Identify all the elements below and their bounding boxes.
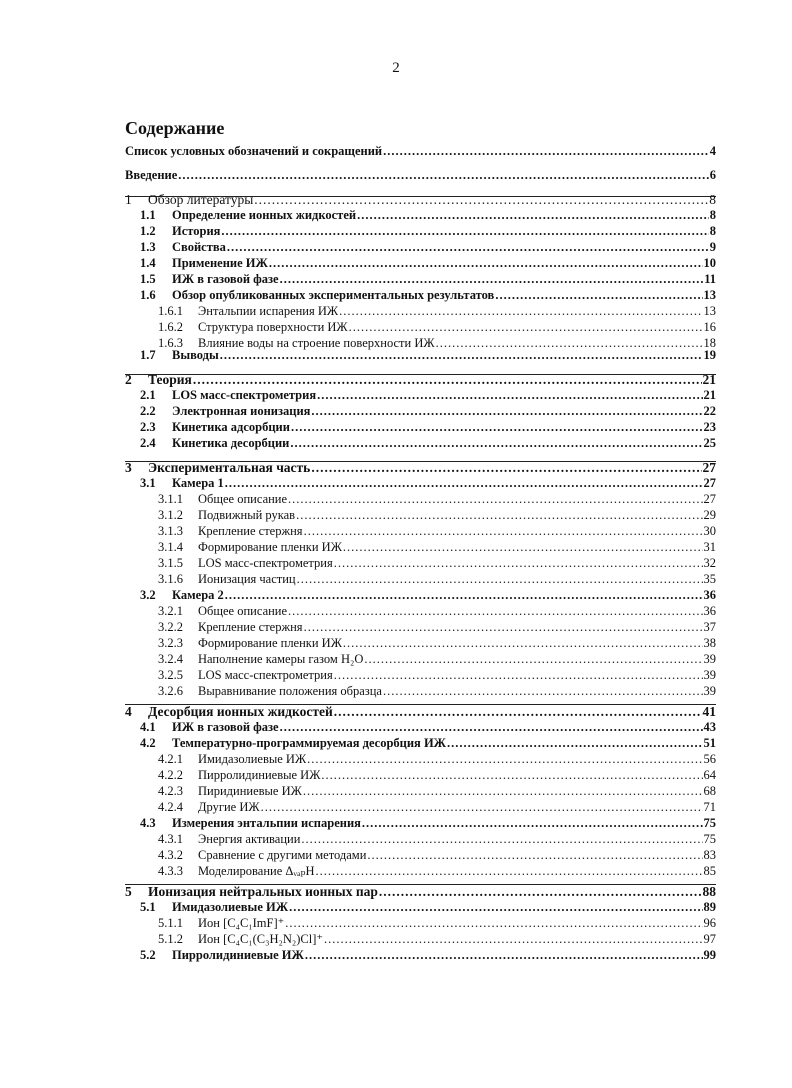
toc-entry-title: Теория — [148, 372, 192, 387]
toc-entry[interactable] — [140, 208, 716, 223]
toc-entry-title: LOS масс-спектрометрия — [198, 556, 333, 570]
dot-leader — [343, 540, 703, 555]
toc-entry-title: Структура поверхности ИЖ — [198, 320, 348, 334]
toc-entry-title: Свойства — [172, 240, 226, 254]
toc-entry-page: 8 — [709, 208, 716, 222]
toc-entry-title: Ионизация частиц — [198, 572, 296, 586]
toc-entry-page: 4 — [709, 144, 716, 158]
toc-entry[interactable] — [140, 476, 716, 491]
toc-entry-title: Энтальпии испарения ИЖ — [198, 304, 339, 318]
dot-leader — [290, 436, 702, 451]
toc-entry-page: 6 — [709, 168, 716, 182]
toc-entry-number: 3.2.4 — [158, 652, 183, 666]
toc-entry[interactable] — [140, 272, 716, 287]
dot-leader — [254, 192, 708, 207]
toc-entry-number: 2.4 — [140, 436, 156, 450]
toc-entry-page: 35 — [703, 572, 716, 586]
toc-entry[interactable] — [140, 256, 716, 271]
toc-entry-number: 5 — [125, 884, 132, 899]
toc-entry-page: 18 — [703, 336, 716, 350]
toc-entry[interactable] — [158, 800, 716, 815]
toc-entry[interactable] — [158, 572, 716, 587]
toc-entry-title: Энергия активации — [198, 832, 301, 846]
toc-entry-title: Общее описание — [198, 604, 288, 618]
dot-leader — [304, 620, 703, 635]
toc-entry-title: Сравнение с другими методами — [198, 848, 367, 862]
toc-entry-number: 3 — [125, 460, 132, 475]
toc-entry-number: 3.2.2 — [158, 620, 183, 634]
dot-leader — [311, 404, 702, 419]
toc-entry-title: Введение — [125, 168, 178, 182]
dot-leader — [193, 372, 702, 387]
toc-entry[interactable] — [158, 864, 716, 879]
toc-entry-number: 4.2 — [140, 736, 156, 750]
toc-entry[interactable] — [158, 668, 716, 683]
toc-entry-page: 39 — [703, 668, 716, 682]
toc-entry-number: 4 — [125, 704, 132, 719]
page-number: 2 — [392, 60, 400, 76]
toc-entry[interactable] — [140, 436, 716, 451]
toc-entry-number: 3.2.3 — [158, 636, 183, 650]
toc-entry-number: 3.1.6 — [158, 572, 183, 586]
dot-leader — [303, 784, 703, 799]
toc-entry-number: 1 — [125, 192, 132, 207]
toc-entry-number: 5.2 — [140, 948, 156, 962]
toc-entry-number: 1.7 — [140, 348, 156, 362]
toc-entry[interactable] — [125, 144, 716, 159]
toc-entry[interactable] — [158, 684, 716, 699]
toc-entry[interactable] — [158, 768, 716, 783]
toc-entry-title: Влияние воды на строение поверхности ИЖ — [198, 336, 435, 350]
toc-entry-page: 29 — [703, 508, 716, 522]
toc-entry-page: 43 — [703, 720, 716, 734]
dot-leader — [334, 704, 702, 719]
toc-entry-number: 1.1 — [140, 208, 156, 222]
dot-leader — [288, 604, 702, 619]
toc-entry-page: 21 — [702, 372, 716, 387]
dot-leader — [383, 684, 703, 699]
dot-leader — [307, 752, 702, 767]
toc-entry-title: Моделирование ΔᵥₐₚH — [198, 864, 315, 878]
toc-entry[interactable] — [158, 508, 716, 523]
toc-entry-number: 1.6 — [140, 288, 156, 302]
toc-entry-number: 4.3.1 — [158, 832, 183, 846]
dot-leader — [285, 916, 702, 931]
toc-entry-number: 3.2.1 — [158, 604, 183, 618]
toc-entry-title: Формирование пленки ИЖ — [198, 636, 342, 650]
toc-entry-page: 38 — [703, 636, 716, 650]
dot-leader — [447, 736, 702, 751]
toc-entry-number: 2 — [125, 372, 132, 387]
toc-entry-page: 22 — [703, 404, 716, 418]
toc-entry-number: 4.3 — [140, 816, 156, 830]
toc-entry-number: 3.2.5 — [158, 668, 183, 682]
dot-leader — [289, 900, 702, 915]
toc-entry-title: Подвижный рукав — [198, 508, 296, 522]
toc-entry[interactable] — [158, 932, 716, 947]
toc-entry-page: 27 — [703, 476, 716, 490]
toc-entry-title: Выводы — [172, 348, 219, 362]
toc-entry[interactable] — [158, 604, 716, 619]
dot-leader — [297, 572, 703, 587]
dot-leader — [339, 304, 702, 319]
toc-entry-page: 16 — [703, 320, 716, 334]
toc-entry[interactable] — [140, 288, 716, 303]
toc-entry[interactable] — [125, 884, 716, 899]
toc-entry-title: ИЖ в газовой фазе — [172, 720, 279, 734]
dot-leader — [367, 848, 702, 863]
dot-leader — [379, 884, 702, 899]
toc-entry-page: 21 — [703, 388, 716, 402]
toc-entry[interactable] — [125, 192, 716, 207]
toc-heading: Содержание — [125, 118, 225, 138]
toc-entry-number: 3.1.2 — [158, 508, 183, 522]
toc-entry-number: 4.3.3 — [158, 864, 183, 878]
toc-entry-title: Наполнение камеры газом H₂O — [198, 652, 364, 666]
toc-entry-title: Общее описание — [198, 492, 288, 506]
toc-entry-number: 5.1.2 — [158, 932, 183, 946]
dot-leader — [304, 524, 703, 539]
toc-entry-title: Список условных обозначений и сокращений — [125, 144, 383, 158]
toc-entry-number: 3.1.5 — [158, 556, 183, 570]
dot-leader — [317, 388, 702, 403]
toc-entry-title: Пирролидиниевые ИЖ — [198, 768, 321, 782]
dot-leader — [324, 932, 702, 947]
toc-entry-page: 83 — [703, 848, 716, 862]
toc-entry-number: 1.6.2 — [158, 320, 183, 334]
dot-leader — [334, 556, 703, 571]
toc-entry[interactable] — [140, 736, 716, 751]
toc-entry-page: 11 — [704, 272, 716, 286]
dot-leader — [288, 492, 702, 507]
dot-leader — [225, 588, 703, 603]
toc-entry-page: 97 — [703, 932, 716, 946]
toc-entry-page: 39 — [703, 652, 716, 666]
dot-leader — [225, 476, 703, 491]
toc-entry-number: 4.2.2 — [158, 768, 183, 782]
toc-entry-number: 1.3 — [140, 240, 156, 254]
toc-entry-page: 23 — [703, 420, 716, 434]
toc-entry-title: Кинетика десорбции — [172, 436, 290, 450]
toc-entry-page: 85 — [703, 864, 716, 878]
toc-entry[interactable] — [125, 372, 716, 387]
toc-entry-title: Камера 2 — [172, 588, 224, 602]
toc-entry-page: 25 — [703, 436, 716, 450]
toc-entry-number: 3.2.6 — [158, 684, 183, 698]
toc-entry-number: 1.6.3 — [158, 336, 183, 350]
toc-entry-page: 10 — [703, 256, 716, 270]
toc-entry-title: Выравнивание положения образца — [198, 684, 382, 698]
toc-entry-title: История — [172, 224, 221, 238]
toc-entry-page: 27 — [703, 492, 716, 506]
toc-entry[interactable] — [140, 900, 716, 915]
toc-entry[interactable] — [158, 556, 716, 571]
toc-entry-title: Применение ИЖ — [172, 256, 268, 270]
toc-entry-page: 32 — [703, 556, 716, 570]
toc-entry[interactable] — [140, 420, 716, 435]
toc-entry[interactable] — [158, 620, 716, 635]
toc-entry-page: 88 — [702, 884, 716, 899]
toc-entry-number: 4.2.1 — [158, 752, 183, 766]
dot-leader — [178, 168, 708, 183]
toc-entry-number: 3.1.4 — [158, 540, 183, 554]
toc-entry-page: 19 — [703, 348, 716, 362]
toc-entry-title: Измерения энтальпии испарения — [172, 816, 361, 830]
dot-leader — [364, 652, 702, 667]
toc-entry-number: 4.1 — [140, 720, 156, 734]
toc-entry[interactable] — [140, 224, 716, 239]
toc-entry-title: Крепление стержня — [198, 524, 303, 538]
dot-leader — [357, 208, 709, 223]
toc-entry-title: Имидазолиевые ИЖ — [172, 900, 289, 914]
toc-entry-page: 30 — [703, 524, 716, 538]
toc-entry-page: 68 — [703, 784, 716, 798]
dot-leader — [383, 144, 709, 159]
toc-entry-page: 56 — [703, 752, 716, 766]
dot-leader — [349, 320, 703, 335]
toc-entry-number: 4.2.4 — [158, 800, 183, 814]
dot-leader — [334, 668, 703, 683]
toc-entry[interactable] — [158, 752, 716, 767]
toc-entry-number: 4.3.2 — [158, 848, 183, 862]
dot-leader — [221, 224, 708, 239]
toc-entry-title: Пиридиниевые ИЖ — [198, 784, 302, 798]
toc-entry-page: 13 — [703, 288, 716, 302]
toc-entry-title: Ион [C₄C₁(C₃H₂N₂)Cl]⁺ — [198, 932, 324, 946]
toc-entry[interactable] — [158, 540, 716, 555]
toc-entry[interactable] — [125, 460, 716, 475]
dot-leader — [311, 460, 701, 475]
toc-entry-title: Кинетика адсорбции — [172, 420, 290, 434]
toc-entry[interactable] — [158, 524, 716, 539]
toc-entry-title: Камера 1 — [172, 476, 224, 490]
toc-entry-page: 13 — [703, 304, 716, 318]
toc-entry-number: 1.4 — [140, 256, 156, 270]
toc-entry-number: 4.2.3 — [158, 784, 183, 798]
toc-entry-page: 31 — [703, 540, 716, 554]
toc-entry[interactable] — [158, 784, 716, 799]
toc-entry-title: Определение ионных жидкостей — [172, 208, 357, 222]
toc-entry-number: 3.1 — [140, 476, 156, 490]
toc-entry-title: Имидазолиевые ИЖ — [198, 752, 307, 766]
toc-entry[interactable] — [140, 240, 716, 255]
toc-entry-title: ИЖ в газовой фазе — [172, 272, 279, 286]
toc-entry-title: Температурно-программируемая десорбция ИЖ — [172, 736, 447, 750]
dot-leader — [305, 948, 703, 963]
toc-entry-page: 75 — [703, 832, 716, 846]
toc-entry-title: Обзор опубликованных экспериментальных результатов — [172, 288, 495, 302]
toc-entry-page: 99 — [703, 948, 716, 962]
toc-entry-page: 89 — [703, 900, 716, 914]
toc-entry[interactable] — [140, 720, 716, 735]
dot-leader — [227, 240, 709, 255]
toc-entry-title: LOS масс-спектрометрия — [198, 668, 333, 682]
toc-entry-number: 3.1.1 — [158, 492, 183, 506]
toc-entry[interactable] — [158, 636, 716, 651]
dot-leader — [343, 636, 703, 651]
toc-entry-page: 8 — [709, 224, 716, 238]
toc-entry-page: 36 — [703, 604, 716, 618]
dot-leader — [301, 832, 702, 847]
toc-entry[interactable] — [125, 168, 716, 183]
dot-leader — [269, 256, 703, 271]
toc-entry-title: Десорбция ионных жидкостей — [148, 704, 333, 719]
toc-entry-page: 37 — [703, 620, 716, 634]
toc-entry[interactable] — [158, 304, 716, 319]
toc-entry[interactable] — [158, 492, 716, 507]
dot-leader — [321, 768, 702, 783]
toc-entry-number: 3.1.3 — [158, 524, 183, 538]
dot-leader — [495, 288, 702, 303]
toc-entry[interactable] — [158, 832, 716, 847]
dot-leader — [291, 420, 703, 435]
toc-entry-page: 9 — [709, 240, 716, 254]
toc-entry-title: Пирролидиниевые ИЖ — [172, 948, 304, 962]
toc-entry[interactable] — [158, 916, 716, 931]
toc-entry-title: Формирование пленки ИЖ — [198, 540, 342, 554]
toc-entry[interactable] — [158, 320, 716, 335]
toc-entry-title: LOS масс-спектрометрия — [172, 388, 317, 402]
dot-leader — [220, 348, 703, 363]
toc-entry-number: 1.5 — [140, 272, 156, 286]
toc-entry-title: Электронная ионизация — [172, 404, 311, 418]
dot-leader — [362, 816, 703, 831]
toc-entry[interactable] — [158, 848, 716, 863]
dot-leader — [296, 508, 702, 523]
dot-leader — [280, 720, 703, 735]
toc-entry-page: 75 — [703, 816, 716, 830]
toc-entry-number: 1.6.1 — [158, 304, 183, 318]
toc-entry-number: 2.3 — [140, 420, 156, 434]
toc-entry[interactable] — [140, 388, 716, 403]
toc-entry[interactable] — [158, 652, 716, 667]
toc-entry-number: 1.2 — [140, 224, 156, 238]
toc-entry-title: Ионизация нейтральных ионных пар — [148, 884, 378, 899]
toc-entry-page: 71 — [703, 800, 716, 814]
toc-entry-page: 41 — [702, 704, 716, 719]
toc-entry-page: 64 — [703, 768, 716, 782]
toc-entry-number: 2.2 — [140, 404, 156, 418]
toc-entry-number: 2.1 — [140, 388, 156, 402]
toc-entry-number: 3.2 — [140, 588, 156, 602]
toc-entry-title: Другие ИЖ — [198, 800, 260, 814]
toc-entry[interactable] — [125, 704, 716, 719]
toc-entry-number: 5.1.1 — [158, 916, 183, 930]
toc-entry-title: Ион [C₄C₁ImF]⁺ — [198, 916, 285, 930]
toc-entry-page: 8 — [709, 192, 716, 207]
toc-entry[interactable] — [140, 816, 716, 831]
toc-entry-title: Крепление стержня — [198, 620, 303, 634]
toc-entry[interactable] — [140, 948, 716, 963]
toc-entry[interactable] — [140, 404, 716, 419]
toc-entry-number: 5.1 — [140, 900, 156, 914]
toc-entry-page: 39 — [703, 684, 716, 698]
toc-entry[interactable] — [140, 348, 716, 363]
toc-entry-page: 27 — [702, 460, 716, 475]
dot-leader — [280, 272, 704, 287]
toc-entry-title: Обзор литературы — [148, 192, 254, 207]
toc-entry-page: 96 — [703, 916, 716, 930]
toc-entry-page: 51 — [703, 736, 716, 750]
dot-leader — [261, 800, 703, 815]
dot-leader — [316, 864, 703, 879]
toc-entry-title: Экспериментальная часть — [148, 460, 311, 475]
toc-entry-page: 36 — [703, 588, 716, 602]
toc-entry[interactable] — [140, 588, 716, 603]
